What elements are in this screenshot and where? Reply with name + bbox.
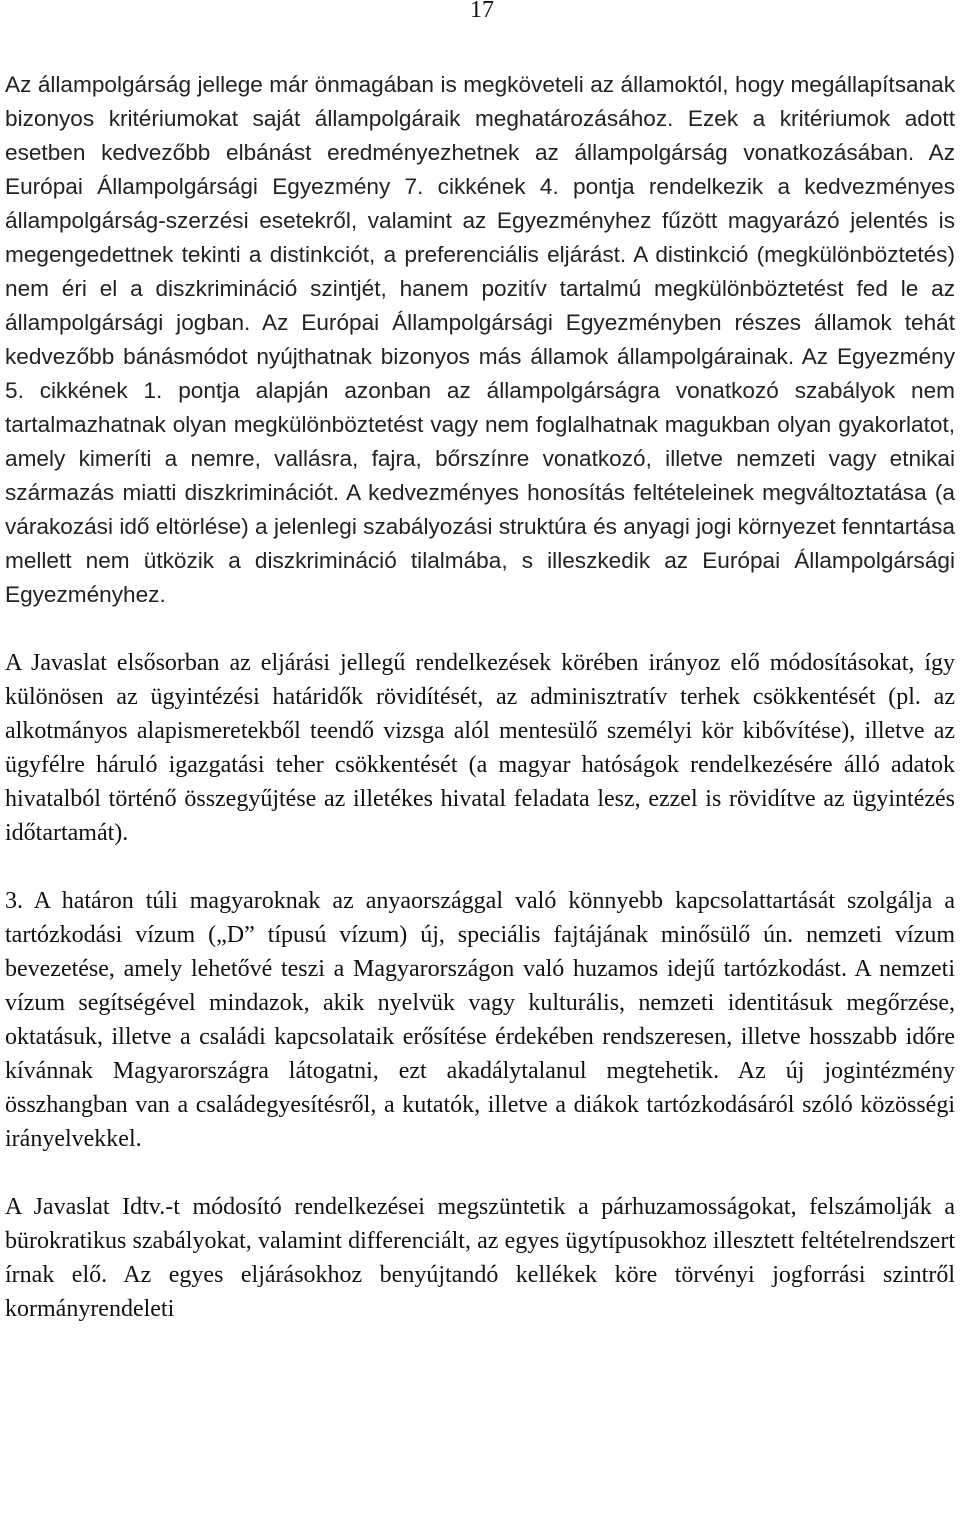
paragraph-national-visa: 3. A határon túli magyaroknak az anyaországgal való könnyebb kapcsolattartását szolgálja a tartózkodási vízum („D” típusú vízum) új, speciális fajtájának minősülő ún. nemzeti vízum bevezetése, amely lehetővé teszi a Magyarországon való huzamos idejű tartózkodást. A nemzeti vízum segítségével mindazok, akik nyelvük vagy kulturális, nemzeti identitásuk megőrzése, oktatásuk, illetve a családi kapcsolataik erősítése érdekében rendszeresen, illetve hosszabb időre kívánnak Magyarországra látogatni, ezt akadálytalanul megtehetik. Az új jogintézmény összhangban van a családegyesítésről, a kutatók, illetve a diákok tartózkodásáról szóló közösségi irányelvekkel. [5, 888, 955, 1152]
document-body [5, 68, 955, 1326]
paragraph-procedural-amendments: A Javaslat elsősorban az eljárási jellegű rendelkezések körében irányoz elő módosításokat, így különösen az ügyintézési határidők rövidítését, az adminisztratív terhek csökkentését (pl. az alkotmányos alapismeretekből teendő vizsga alól mentesülő személyi kör kibővítése), illetve az ügyfélre háruló igazgatási teher csökkentését (a magyar hatóságok rendelkezésére álló adatok hivatalból történő összegyűjtése az illetékes hivatal feladata lesz, ezzel is rövidítve az ügyintézés időtartamát). [5, 650, 955, 846]
page-number [0, 0, 960, 24]
page-number-text: 17 [470, 0, 494, 23]
paragraph-citizenship-criteria: Az állampolgárság jellege már önmagában is megköveteli az államoktól, hogy megállapítsanak bizonyos kritériumokat saját állampolgáraik meghatározásához. Ezek a kritériumok adott esetben kedvezőbb elbánást eredményezhetnek az állampolgárság vonatkozásában. Az Európai Állampolgársági Egyezmény 7. cikkének 4. pontja rendelkezik a kedvezményes állampolgárság-szerzési esetekről, valamint az Egyezményhez fűzött magyarázó jelentés is megengedettnek tekinti a distinkciót, a preferenciális eljárást. A distinkció (megkülönböztetés) nem éri el a diszkrimináció szintjét, hanem pozitív tartalmú megkülönböztetést fed le az állampolgársági jogban. Az Európai Állampolgársági Egyezményben részes államok tehát kedvezőbb bánásmódot nyújthatnak bizonyos más államok állampolgárainak. Az Egyezmény 5. cikkének 1. pontja alapján azonban az állampolgárságra vonatkozó szabályok nem tartalmazhatnak olyan megkülönböztetést vagy nem foglalhatnak magukban olyan gyakorlatot, amely kimeríti a nemre, vallásra, fajra, bőrszínre vonatkozó, illetve nemzeti vagy etnikai származás miatti diszkriminációt. A kedvezményes honosítás feltételeinek megváltoztatása (a várakozási idő eltörlése) a jelenlegi szabályozási struktúra és anyagi jogi környezet fenntartása mellett nem ütközik a diszkrimináció tilalmába, s illeszkedik az Európai Állampolgársági Egyezményhez. [5, 72, 955, 607]
paragraph-idtv-amendments: A Javaslat Idtv.-t módosító rendelkezései megszüntetik a párhuzamosságokat, felszámolják a bürokratikus szabályokat, valamint differenciált, az egyes ügytípusokhoz illesztett feltételrendszert írnak elő. Az egyes eljárásokhoz benyújtandó kellékek köre törvényi jogforrási szintről kormányrendeleti [5, 1194, 955, 1322]
